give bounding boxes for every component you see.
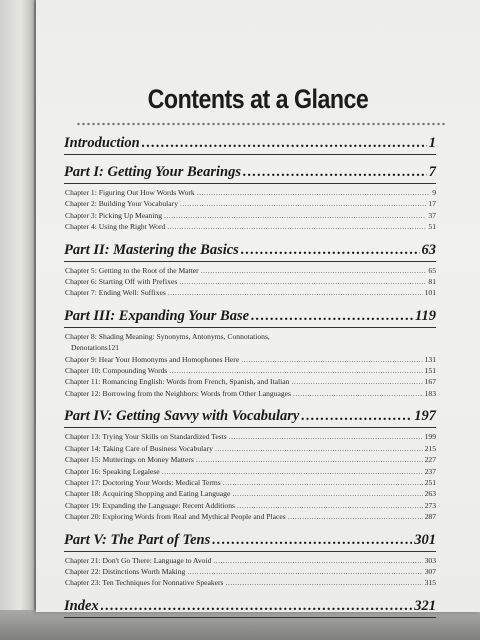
chapter-entry-page-number: 303 xyxy=(424,555,436,565)
part-heading xyxy=(64,163,436,184)
dot-leader xyxy=(201,265,427,276)
chapter-entry-label: Chapter 3: Picking Up Meaning xyxy=(65,210,163,220)
part-heading-page-number: 63 xyxy=(421,241,436,258)
chapter-entry xyxy=(64,276,436,287)
chapter-entry-page-number: 263 xyxy=(424,489,436,499)
chapter-entry-page-number: 237 xyxy=(424,466,436,476)
chapter-entry-page-number: 121 xyxy=(107,343,120,353)
chapter-entry-label: Chapter 14: Taking Care of Business Vocabulary xyxy=(65,443,213,453)
chapter-entry xyxy=(64,221,436,232)
dot-leader xyxy=(243,163,427,181)
chapter-entry xyxy=(64,376,436,387)
chapter-entry-label-continued: Denotations xyxy=(71,343,108,353)
chapter-entry-page-number: 65 xyxy=(428,265,436,275)
dot-leader xyxy=(293,388,423,399)
dot-leader xyxy=(301,407,412,425)
chapter-entry xyxy=(64,511,436,522)
chapter-entry xyxy=(64,365,436,376)
chapter-entry xyxy=(64,454,436,465)
dot-leader xyxy=(197,187,431,198)
page-title: Contents at a Glance xyxy=(147,84,369,114)
dot-leader xyxy=(101,597,413,615)
facing-page-edge xyxy=(0,0,34,640)
part-heading-label: Part II: Mastering the Basics xyxy=(64,241,239,258)
dot-leader xyxy=(215,443,423,454)
chapter-entry-page-number: 17 xyxy=(428,199,436,209)
chapter-entry-label: Chapter 10: Compounding Words xyxy=(65,366,168,376)
dot-leader xyxy=(291,376,422,387)
dot-leader xyxy=(180,198,426,209)
chapter-entry-page-number: 183 xyxy=(424,388,436,398)
dot-leader xyxy=(168,287,423,298)
chapter-entry-page-number: 251 xyxy=(424,477,436,487)
chapter-entry xyxy=(64,354,436,365)
chapter-entry-page-number: 167 xyxy=(424,377,436,387)
chapter-entry-label: Chapter 11: Romancing English: Words from French, Spanish, and Italian xyxy=(65,377,290,387)
dot-leader xyxy=(232,488,422,499)
chapter-entry-page-number: 273 xyxy=(424,500,436,510)
dot-leader xyxy=(226,577,423,588)
chapter-entry xyxy=(64,443,436,454)
chapter-entry-page-number: 51 xyxy=(428,222,436,232)
chapter-entry-label: Chapter 12: Borrowing from the Neighbors: Words from Other Languages xyxy=(65,388,291,398)
book-page xyxy=(36,0,480,612)
dot-leader xyxy=(179,276,426,287)
dot-leader xyxy=(187,566,422,577)
part-heading-label: Part III: Expanding Your Base xyxy=(64,307,250,324)
chapter-entry-page-number: 81 xyxy=(428,277,436,287)
chapter-entry-page-number: 151 xyxy=(424,366,436,376)
chapter-entry-label: Chapter 18: Acquiring Shopping and Eating Language xyxy=(65,489,231,499)
dot-leader xyxy=(196,454,423,465)
chapter-entry-page-number: 227 xyxy=(424,455,436,465)
dot-leader xyxy=(142,134,427,152)
dot-leader xyxy=(162,466,423,477)
chapter-entry-label: Chapter 7: Ending Well: Suffixes xyxy=(65,288,166,298)
dot-leader xyxy=(223,477,423,488)
chapter-entry xyxy=(64,265,436,276)
chapter-entry-page-number: 101 xyxy=(424,288,436,298)
chapter-entry-label: Chapter 23: Ten Techniques for Nonnative Speakers xyxy=(65,578,224,588)
chapter-entry-label: Chapter 9: Hear Your Homonyms and Homophones Here xyxy=(65,354,240,364)
chapter-entry xyxy=(64,287,436,298)
dot-leader xyxy=(164,210,426,221)
chapter-entry xyxy=(64,331,436,354)
chapter-entry-label: Chapter 22: Distinctions Worth Making xyxy=(65,566,186,576)
chapter-entry-page-number: 287 xyxy=(424,512,436,522)
chapter-entry xyxy=(64,198,436,209)
chapter-entry-label: Chapter 16: Speaking Legalese xyxy=(65,466,160,476)
chapter-entry xyxy=(64,210,436,221)
chapter-entry-label: Chapter 8: Shading Meaning: Synonyms, Antonyms, Connotations, xyxy=(65,331,270,341)
chapter-entry xyxy=(64,466,436,477)
dot-leader xyxy=(237,500,423,511)
chapter-entry-label: Chapter 19: Expanding the Language: Recent Additions xyxy=(65,500,235,510)
index-entry xyxy=(64,597,436,618)
index-entry-label: Index xyxy=(64,597,99,614)
chapter-entry-label: Chapter 2: Building Your Vocabulary xyxy=(65,199,178,209)
part-heading-label: Part I: Getting Your Bearings xyxy=(64,164,241,180)
chapter-entry xyxy=(64,187,436,198)
chapter-entry-label: Chapter 15: Mutterings on Money Matters xyxy=(65,455,194,465)
part-heading xyxy=(64,531,436,552)
chapter-entry xyxy=(64,477,436,488)
index-entry-page-number: 321 xyxy=(414,597,436,614)
chapter-entry-label: Chapter 4: Using the Right Word xyxy=(65,222,166,232)
part-heading xyxy=(64,241,436,262)
chapter-entry xyxy=(64,488,436,499)
dotted-rule xyxy=(76,122,446,126)
chapter-entry xyxy=(64,500,436,511)
chapter-entry-page-number: 131 xyxy=(424,354,436,364)
chapter-entry-label: Chapter 1: Figuring Out How Words Work xyxy=(65,188,195,197)
dot-leader xyxy=(288,511,423,522)
table-of-contents xyxy=(64,134,436,621)
dot-leader xyxy=(167,221,426,232)
chapter-entry xyxy=(64,566,436,577)
part-heading-page-number: 7 xyxy=(428,164,436,180)
chapter-entry-page-number: 37 xyxy=(428,210,436,220)
chapter-entry xyxy=(64,555,436,566)
chapter-entry xyxy=(64,388,436,399)
chapter-entry xyxy=(64,431,436,442)
dot-leader xyxy=(212,531,412,549)
chapter-entry xyxy=(64,577,436,588)
dot-leader xyxy=(241,354,422,365)
chapter-entry-page-number: 307 xyxy=(424,566,436,576)
part-heading-page-number: 197 xyxy=(414,408,436,425)
chapter-entry-page-number: 215 xyxy=(424,443,436,453)
part-heading-label: Part IV: Getting Savvy with Vocabulary xyxy=(64,408,300,425)
chapter-entry-page-number: 199 xyxy=(424,432,436,442)
chapter-entry-label: Chapter 13: Trying Your Skills on Standardized Tests xyxy=(65,432,227,442)
part-heading-label: Part V: The Part of Tens xyxy=(64,531,211,548)
dot-leader xyxy=(229,431,423,442)
chapter-entry-label: Chapter 17: Doctoring Your Words: Medical Terms xyxy=(65,477,221,487)
chapter-entry-label: Chapter 21: Don't Go There: Language to Avoid xyxy=(65,555,212,565)
introduction-entry-label: Introduction xyxy=(64,135,140,151)
dot-leader xyxy=(241,241,420,259)
chapter-entry-label: Chapter 5: Getting to the Root of the Matter xyxy=(65,265,199,275)
introduction-entry xyxy=(64,134,436,155)
chapter-entry-label: Chapter 6: Starting Off with Prefixes xyxy=(65,277,178,287)
part-heading xyxy=(64,407,436,428)
introduction-entry-page-number: 1 xyxy=(428,135,436,151)
dot-leader xyxy=(251,307,413,325)
part-heading-page-number: 119 xyxy=(415,307,436,324)
chapter-entry-page-number: 9 xyxy=(432,188,436,197)
part-heading-page-number: 301 xyxy=(414,531,436,548)
dot-leader xyxy=(169,365,422,376)
chapter-entry-label: Chapter 20: Exploring Words from Real and Mythical People and Places xyxy=(65,512,286,522)
dot-leader xyxy=(213,555,422,566)
chapter-entry-page-number: 315 xyxy=(424,578,436,588)
part-heading xyxy=(64,307,436,328)
